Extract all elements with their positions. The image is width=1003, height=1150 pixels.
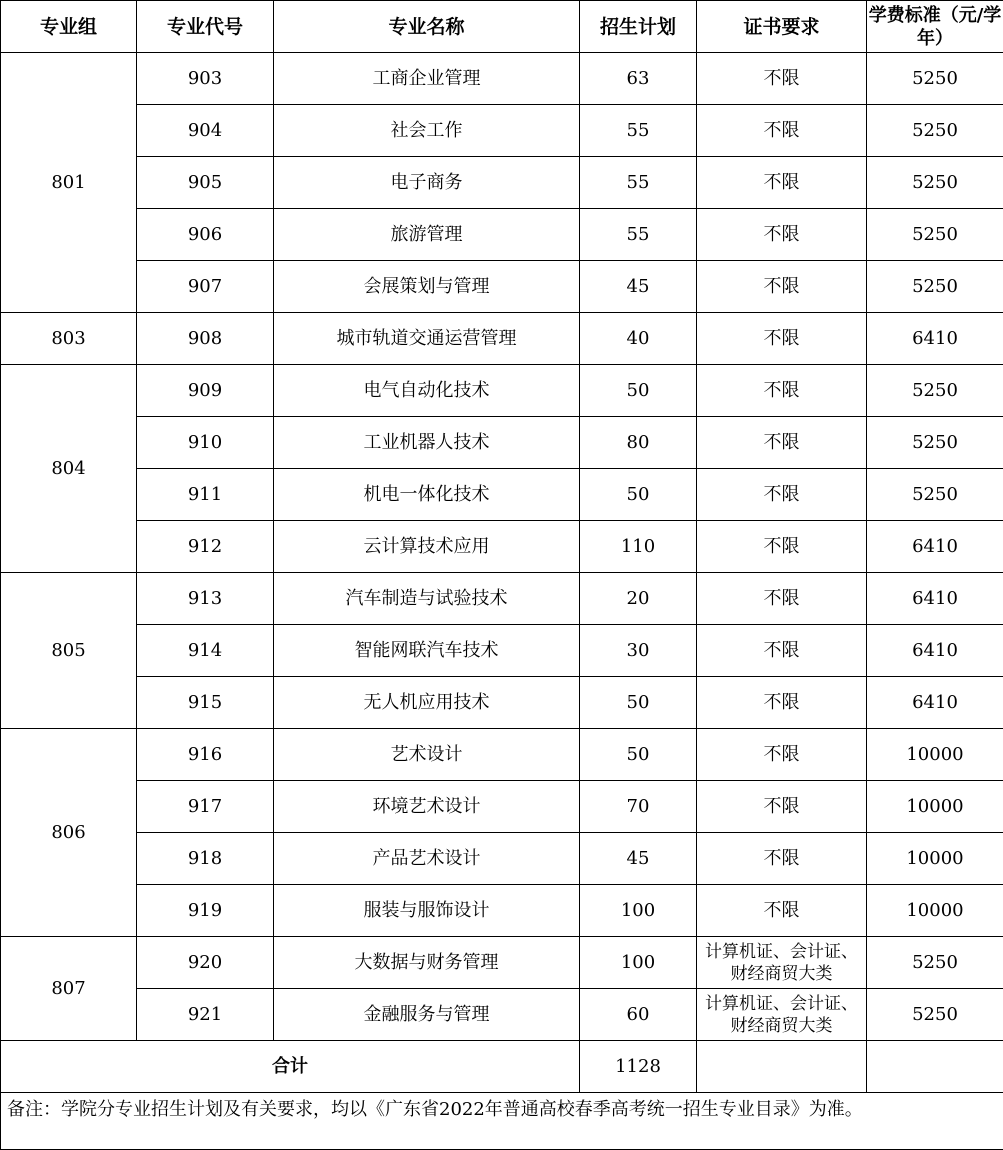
cell-group: 807 (1, 937, 137, 1041)
cell-name: 电气自动化技术 (274, 365, 580, 417)
cell-name: 城市轨道交通运营管理 (274, 313, 580, 365)
table-row (1, 417, 1003, 469)
cell-name: 工业机器人技术 (274, 417, 580, 469)
cell-fee: 6410 (867, 313, 1003, 365)
cell-group: 805 (1, 573, 137, 729)
cell-name: 无人机应用技术 (274, 677, 580, 729)
cell-plan: 20 (580, 573, 697, 625)
cell-cert: 不限 (697, 469, 867, 521)
cell-fee: 6410 (867, 573, 1003, 625)
cell-name: 服装与服饰设计 (274, 885, 580, 937)
cell-plan: 40 (580, 313, 697, 365)
cell-name: 工商企业管理 (274, 53, 580, 105)
cell-plan: 30 (580, 625, 697, 677)
cell-name: 会展策划与管理 (274, 261, 580, 313)
cell-name: 产品艺术设计 (274, 833, 580, 885)
cell-cert: 不限 (697, 365, 867, 417)
cell-plan: 45 (580, 833, 697, 885)
cell-cert: 计算机证、会计证、财经商贸大类 (697, 989, 867, 1041)
cell-fee: 10000 (867, 729, 1003, 781)
cell-code: 913 (137, 573, 274, 625)
cell-plan: 45 (580, 261, 697, 313)
header-cert: 证书要求 (697, 1, 867, 53)
cell-code: 916 (137, 729, 274, 781)
cell-name: 电子商务 (274, 157, 580, 209)
cell-plan: 50 (580, 677, 697, 729)
header-group: 专业组 (1, 1, 137, 53)
table-row (1, 469, 1003, 521)
cell-fee: 5250 (867, 157, 1003, 209)
cell-plan: 63 (580, 53, 697, 105)
note-row (1, 1093, 1003, 1150)
cell-fee: 10000 (867, 833, 1003, 885)
header-code: 专业代号 (137, 1, 274, 53)
cell-code: 918 (137, 833, 274, 885)
table-row (1, 209, 1003, 261)
total-row (1, 1041, 1003, 1093)
total-fee (867, 1041, 1003, 1093)
cell-cert: 计算机证、会计证、财经商贸大类 (697, 937, 867, 989)
total-plan: 1128 (580, 1041, 697, 1093)
table-row (1, 885, 1003, 937)
cell-plan: 55 (580, 105, 697, 157)
cell-fee: 10000 (867, 885, 1003, 937)
table-row (1, 573, 1003, 625)
cell-code: 914 (137, 625, 274, 677)
cell-code: 912 (137, 521, 274, 573)
cell-plan: 55 (580, 209, 697, 261)
cell-group: 801 (1, 53, 137, 313)
cell-fee: 5250 (867, 417, 1003, 469)
cell-code: 919 (137, 885, 274, 937)
cell-cert: 不限 (697, 209, 867, 261)
table-row (1, 261, 1003, 313)
cell-fee: 5250 (867, 469, 1003, 521)
cell-cert: 不限 (697, 417, 867, 469)
cell-group: 803 (1, 313, 137, 365)
cell-group: 804 (1, 365, 137, 573)
cell-plan: 50 (580, 365, 697, 417)
cell-cert: 不限 (697, 833, 867, 885)
cell-fee: 5250 (867, 105, 1003, 157)
cell-cert: 不限 (697, 261, 867, 313)
cell-fee: 5250 (867, 365, 1003, 417)
cell-plan: 100 (580, 937, 697, 989)
cell-plan: 80 (580, 417, 697, 469)
cell-plan: 110 (580, 521, 697, 573)
cell-cert: 不限 (697, 677, 867, 729)
cell-plan: 100 (580, 885, 697, 937)
cell-code: 917 (137, 781, 274, 833)
cell-name: 大数据与财务管理 (274, 937, 580, 989)
cell-cert: 不限 (697, 781, 867, 833)
cell-code: 909 (137, 365, 274, 417)
cell-plan: 50 (580, 729, 697, 781)
header-fee: 学费标准（元/学年） (867, 1, 1003, 53)
cell-cert: 不限 (697, 885, 867, 937)
table-row (1, 313, 1003, 365)
cell-code: 905 (137, 157, 274, 209)
cell-code: 910 (137, 417, 274, 469)
cell-fee: 5250 (867, 937, 1003, 989)
cell-fee: 6410 (867, 677, 1003, 729)
cell-plan: 60 (580, 989, 697, 1041)
cell-name: 机电一体化技术 (274, 469, 580, 521)
cell-name: 旅游管理 (274, 209, 580, 261)
cell-name: 社会工作 (274, 105, 580, 157)
table-row (1, 157, 1003, 209)
cell-cert: 不限 (697, 729, 867, 781)
cell-code: 906 (137, 209, 274, 261)
cell-cert: 不限 (697, 105, 867, 157)
cell-cert: 不限 (697, 53, 867, 105)
table-body (1, 53, 1003, 1041)
cell-plan: 55 (580, 157, 697, 209)
cell-code: 903 (137, 53, 274, 105)
cell-fee: 5250 (867, 989, 1003, 1041)
table-row (1, 937, 1003, 989)
cell-plan: 50 (580, 469, 697, 521)
footnote: 备注：学院分专业招生计划及有关要求，均以《广东省2022年普通高校春季高考统一招生专业目录》为准。 (1, 1093, 1003, 1150)
table-row (1, 729, 1003, 781)
cell-code: 915 (137, 677, 274, 729)
cell-fee: 5250 (867, 53, 1003, 105)
total-label: 合计 (1, 1041, 580, 1093)
cell-code: 921 (137, 989, 274, 1041)
cell-cert: 不限 (697, 157, 867, 209)
cell-name: 智能网联汽车技术 (274, 625, 580, 677)
cell-code: 904 (137, 105, 274, 157)
cell-code: 911 (137, 469, 274, 521)
table-row (1, 53, 1003, 105)
cell-plan: 70 (580, 781, 697, 833)
cell-code: 907 (137, 261, 274, 313)
table-row (1, 677, 1003, 729)
table-row (1, 833, 1003, 885)
cell-name: 艺术设计 (274, 729, 580, 781)
cell-code: 908 (137, 313, 274, 365)
cell-fee: 5250 (867, 209, 1003, 261)
cell-fee: 10000 (867, 781, 1003, 833)
header-name: 专业名称 (274, 1, 580, 53)
table-row (1, 365, 1003, 417)
table-header-row (1, 1, 1003, 53)
cell-name: 云计算技术应用 (274, 521, 580, 573)
cell-fee: 5250 (867, 261, 1003, 313)
cell-fee: 6410 (867, 625, 1003, 677)
cell-fee: 6410 (867, 521, 1003, 573)
cell-name: 金融服务与管理 (274, 989, 580, 1041)
cell-name: 汽车制造与试验技术 (274, 573, 580, 625)
table-row (1, 625, 1003, 677)
table-row (1, 105, 1003, 157)
table-row (1, 521, 1003, 573)
table-row (1, 781, 1003, 833)
cell-cert: 不限 (697, 313, 867, 365)
table-row (1, 989, 1003, 1041)
cell-cert: 不限 (697, 625, 867, 677)
cell-cert: 不限 (697, 573, 867, 625)
header-plan: 招生计划 (580, 1, 697, 53)
cell-name: 环境艺术设计 (274, 781, 580, 833)
cell-group: 806 (1, 729, 137, 937)
total-cert (697, 1041, 867, 1093)
cell-code: 920 (137, 937, 274, 989)
cell-cert: 不限 (697, 521, 867, 573)
